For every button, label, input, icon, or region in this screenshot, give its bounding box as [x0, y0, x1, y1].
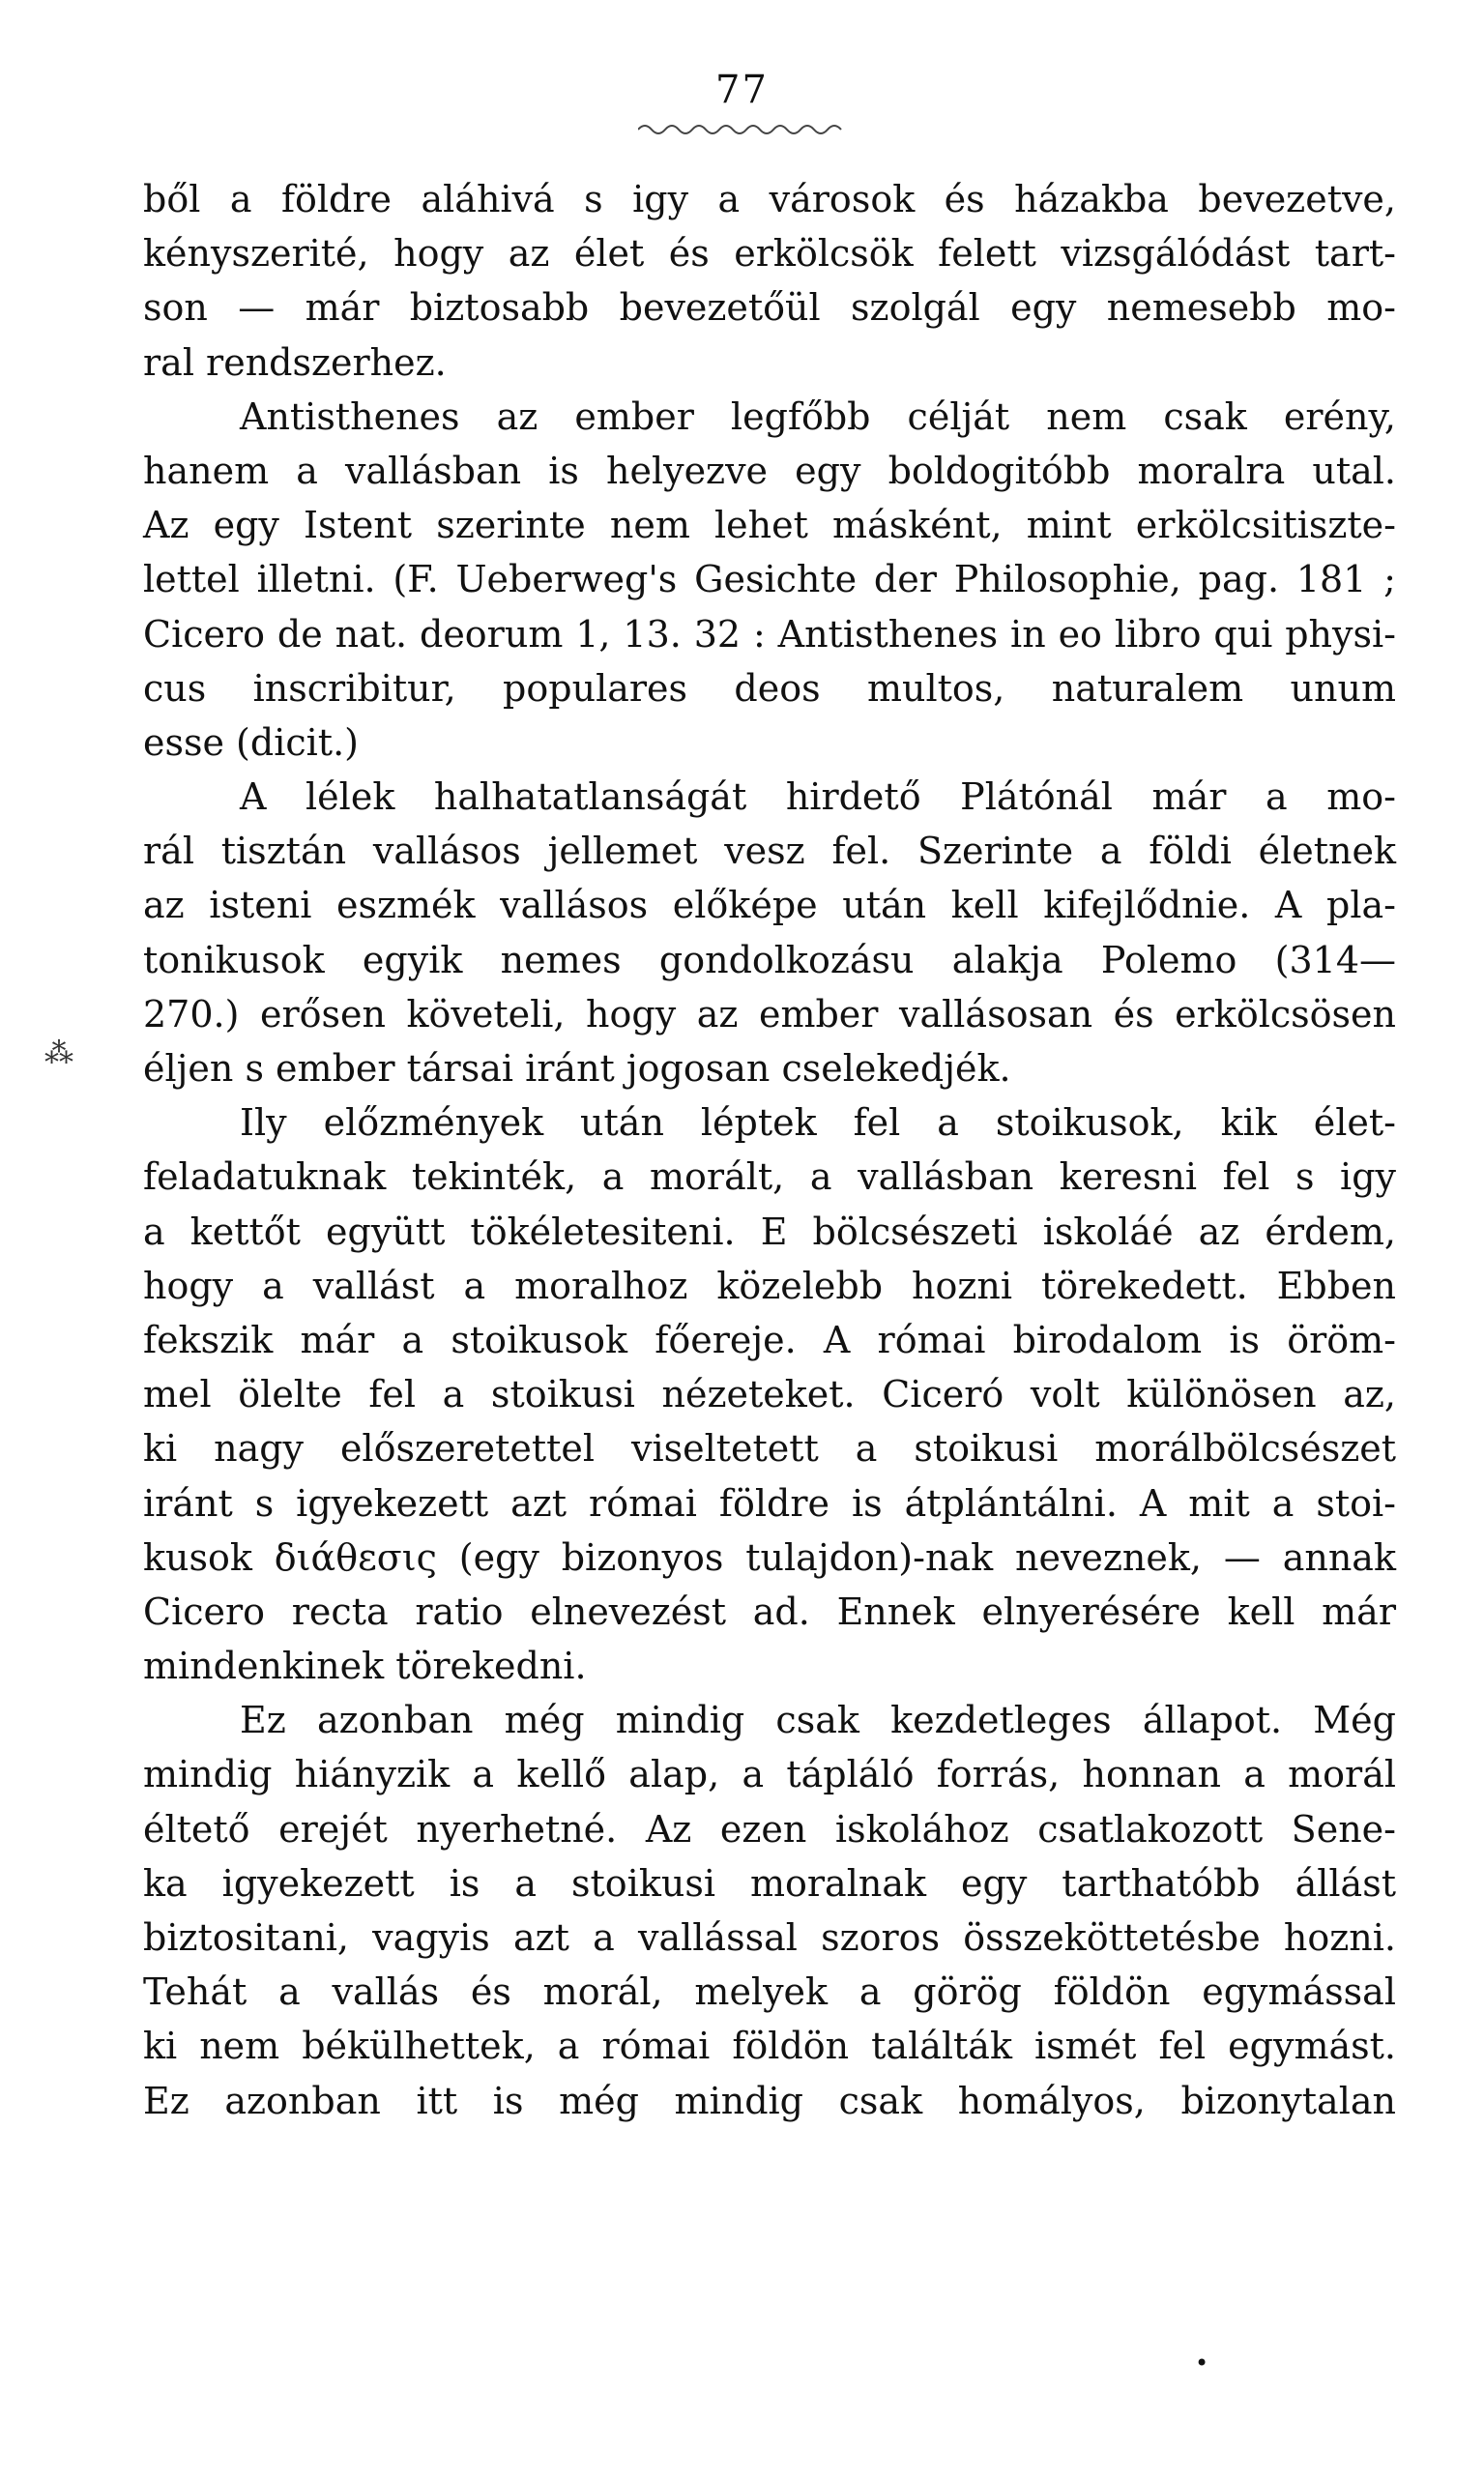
- bottom-mark: •: [1195, 2349, 1209, 2377]
- text-line: Ily előzmények után léptek fel a stoikusok, kik élet-: [240, 1101, 1396, 1145]
- text-line: A lélek halhatatlanságát hirdető Plátónál már a mo-: [240, 775, 1396, 819]
- page-number: 77: [715, 68, 769, 112]
- text-line: ki nagy előszeretettel viseltetett a stoikusi morálbölcsészet: [143, 1427, 1396, 1471]
- text-line: mindenkinek törekedni.: [143, 1645, 587, 1688]
- text-line: Antisthenes az ember legfőbb célját nem csak erény,: [240, 394, 1396, 438]
- text-line: éltető erejét nyerhetné. Az ezen iskolához csatlakozott Sene-: [143, 1807, 1396, 1851]
- text-line: hogy a vallást a moralhoz közelebb hozni törekedett. Ebben: [143, 1264, 1396, 1307]
- text-line: lettel illetni. (F. Ueberweg's Gesichte der Philosophie, pag. 181 ;: [143, 558, 1396, 601]
- body-text: [143, 172, 1396, 2128]
- text-line: tonikusok egyik nemes gondolkozásu alakja Polemo (314—: [143, 938, 1396, 981]
- text-line: Tehát a vallás és morál, melyek a görög földön egymással: [143, 1970, 1396, 2014]
- text-line: kusok διάθεσις (egy bizonyos tulajdon)-nak neveznek, — annak: [143, 1535, 1396, 1579]
- margin-mark: ⁂: [44, 1036, 73, 1070]
- text-line: son — már biztosabb bevezetőül szolgál egy nemesebb mo-: [143, 286, 1396, 330]
- wavy-ornament: [638, 118, 851, 137]
- text-line: cus inscribitur, populares deos multos, naturalem unum: [143, 666, 1396, 710]
- text-line: 270.) erősen követeli, hogy az ember vallásosan és erkölcsösen: [143, 992, 1396, 1036]
- text-line: Az egy Istent szerinte nem lehet másként, mint erkölcsitiszte-: [143, 504, 1396, 547]
- text-line: mindig hiányzik a kellő alap, a tápláló forrás, honnan a morál: [143, 1753, 1396, 1796]
- text-line: Cicero recta ratio elnevezést ad. Ennek elnyerésére kell már: [143, 1590, 1396, 1633]
- text-line: ből a földre aláhivá s igy a városok és házakba bevezetve,: [143, 178, 1396, 220]
- text-line: ral rendszerhez.: [143, 340, 447, 384]
- text-line: rál tisztán vallásos jellemet vesz fel. Szerinte a földi életnek: [143, 830, 1396, 873]
- text-line: Ez azonban itt is még mindig csak homályos, bizonytalan: [143, 2079, 1396, 2122]
- text-line: biztositani, vagyis azt a vallással szoros összeköttetésbe hozni.: [143, 1916, 1396, 1959]
- text-line: feladatuknak tekinték, a morált, a vallásban keresni fel s igy: [143, 1155, 1396, 1199]
- text-line: az isteni eszmék vallásos előképe után kell kifejlődnie. A pla-: [143, 884, 1396, 927]
- text-line: ki nem békülhettek, a római földön találták ismét fel egymást.: [143, 2025, 1396, 2068]
- text-line: Cicero de nat. deorum 1, 13. 32 : Antisthenes in eo libro qui physi-: [143, 612, 1396, 656]
- text-line: kényszerité, hogy az élet és erkölcsök felett vizsgálódást tart-: [143, 232, 1396, 276]
- text-line: esse (dicit.): [143, 720, 359, 764]
- text-line: ka igyekezett is a stoikusi moralnak egy tarthatóbb állást: [143, 1861, 1396, 1905]
- text-line: iránt s igyekezett azt római földre is átplántálni. A mit a stoi-: [143, 1481, 1396, 1525]
- text-line: fekszik már a stoikusok főereje. A római birodalom is öröm-: [143, 1318, 1396, 1361]
- text-line: éljen s ember társai iránt jogosan cselekedjék.: [143, 1047, 1011, 1090]
- text-line: mel ölelte fel a stoikusi nézeteket. Ciceró volt különösen az,: [143, 1373, 1396, 1416]
- text-line: a kettőt együtt tökéletesiteni. E bölcsészeti iskoláé az érdem,: [143, 1210, 1396, 1253]
- text-line: Ez azonban még mindig csak kezdetleges állapot. Még: [240, 1699, 1396, 1742]
- text-line: hanem a vallásban is helyezve egy boldogitóbb moralra utal.: [143, 449, 1396, 492]
